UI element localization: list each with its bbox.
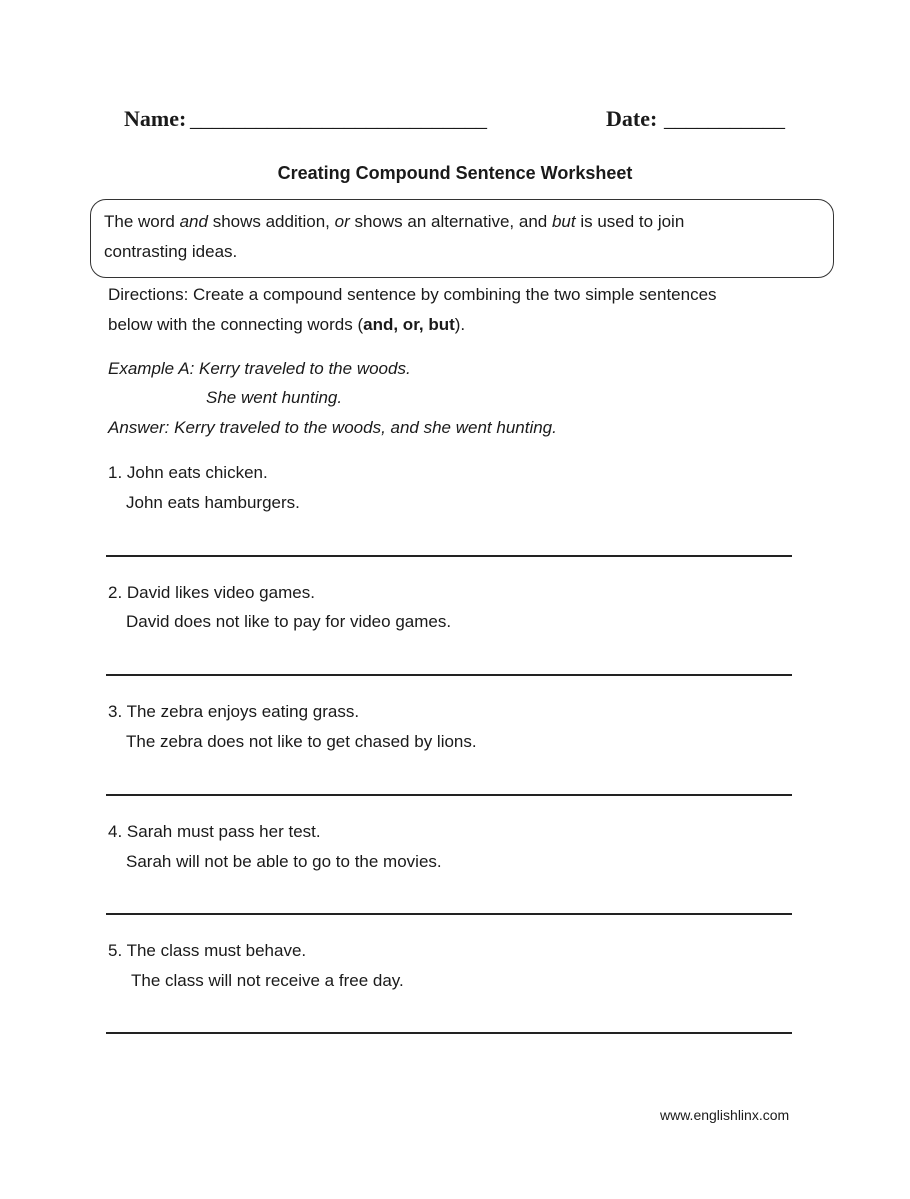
directions-line-1: Directions: Create a compound sentence by combining the two simple sentences xyxy=(108,285,717,304)
example-answer: Answer: Kerry traveled to the woods, and she went hunting. xyxy=(108,418,557,437)
name-blank[interactable]: ___________________________ xyxy=(190,106,487,131)
answer-line-1[interactable] xyxy=(106,555,792,557)
info-text: shows an alternative, and xyxy=(349,212,552,231)
info-text: shows addition, xyxy=(207,212,335,231)
question-2-line-2: David does not like to pay for video games. xyxy=(126,612,452,631)
info-word-or: or xyxy=(334,212,350,231)
info-word-and: and xyxy=(179,212,208,231)
answer-line-4[interactable] xyxy=(106,913,792,915)
question-5-line-1: 5. The class must behave. xyxy=(108,941,307,960)
directions-text: ). xyxy=(454,315,466,334)
info-word-but: but xyxy=(551,212,576,231)
question-5-line-2: The class will not receive a free day. xyxy=(131,971,404,990)
question-1-line-1: 1. John eats chicken. xyxy=(108,463,268,482)
example-line-1: Example A: Kerry traveled to the woods. xyxy=(108,359,411,378)
page-title: Creating Compound Sentence Worksheet xyxy=(277,163,633,183)
question-2-line-1: 2. David likes video games. xyxy=(108,583,315,602)
info-text: is used to join xyxy=(575,212,685,231)
footer-url: www.englishlinx.com xyxy=(660,1107,790,1123)
date-label: Date: xyxy=(606,106,658,131)
question-3-line-2: The zebra does not like to get chased by lions. xyxy=(126,732,477,751)
name-label: Name: xyxy=(124,106,187,131)
question-1-line-2: John eats hamburgers. xyxy=(126,493,300,512)
question-4-line-2: Sarah will not be able to go to the movies. xyxy=(126,852,442,871)
example-line-2: She went hunting. xyxy=(206,388,343,407)
directions-line-2 xyxy=(108,310,465,340)
info-line-2: contrasting ideas. xyxy=(104,242,238,261)
connecting-words: and, or, but xyxy=(363,315,455,334)
question-4-line-1: 4. Sarah must pass her test. xyxy=(108,822,321,841)
answer-line-5[interactable] xyxy=(106,1032,792,1034)
answer-line-2[interactable] xyxy=(106,674,792,676)
question-3-line-1: 3. The zebra enjoys eating grass. xyxy=(108,702,360,721)
answer-line-3[interactable] xyxy=(106,794,792,796)
info-text: The word xyxy=(104,212,180,231)
date-blank[interactable]: ___________ xyxy=(664,106,785,131)
directions-text: below with the connecting words ( xyxy=(108,315,364,334)
info-line-1 xyxy=(104,207,684,237)
